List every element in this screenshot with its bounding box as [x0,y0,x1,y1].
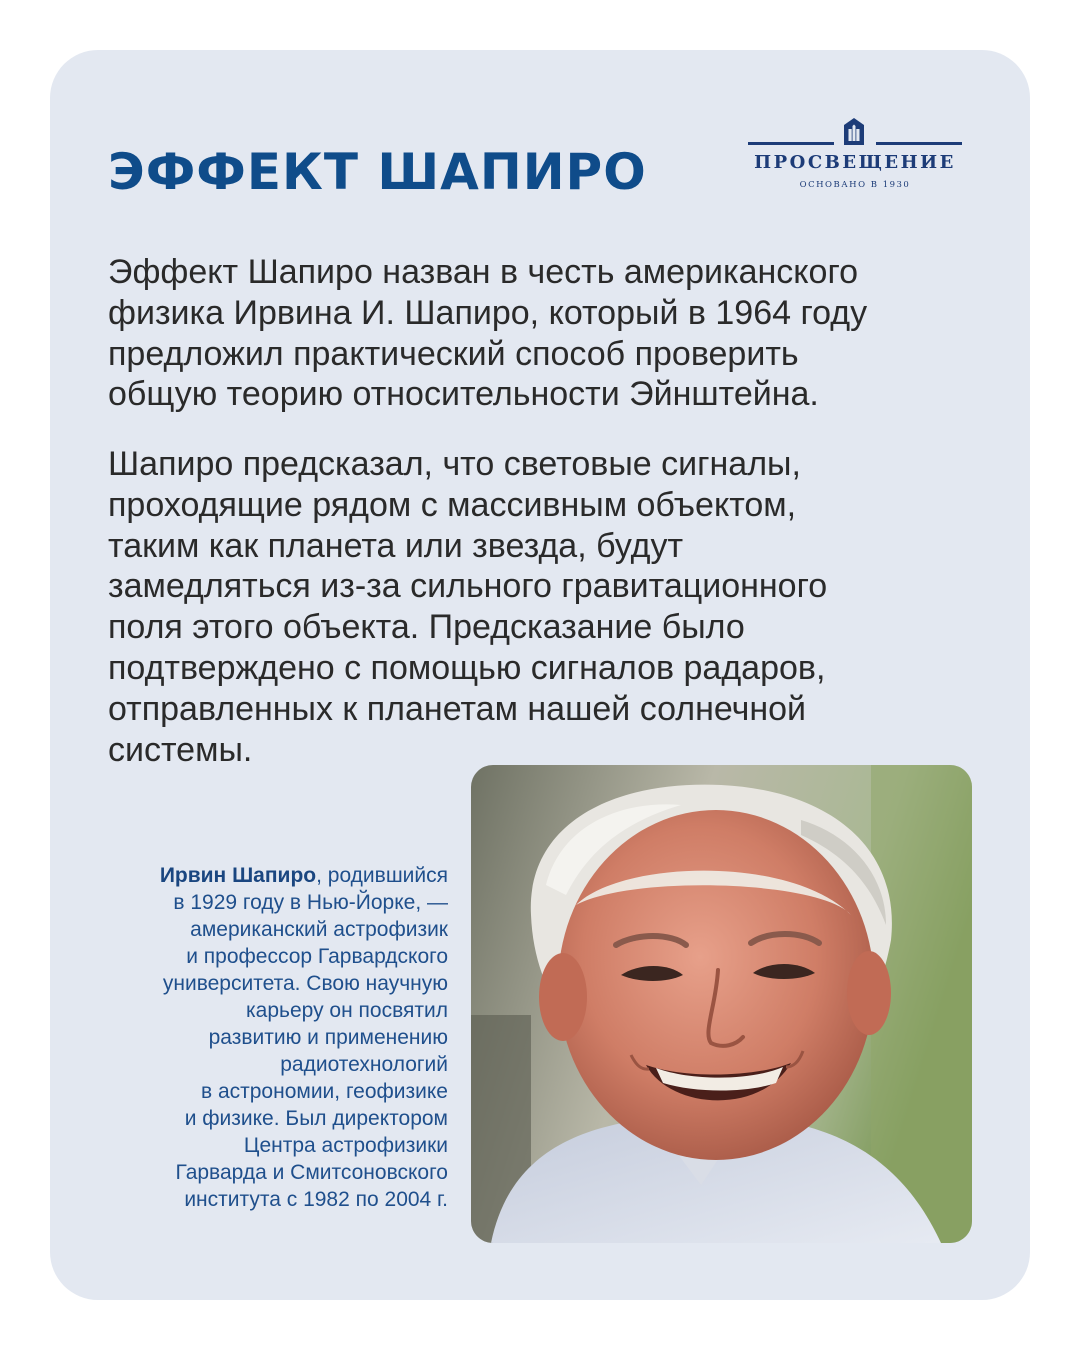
paragraph-line: поля этого объекта. Предсказание было [108,608,745,647]
caption-line: в 1929 году в Нью-Йорке, — [173,891,448,914]
prediction-paragraph [108,444,968,770]
paragraph-line: физика Ирвина И. Шапиро, который в 1964 году [108,293,868,332]
caption-text: , родившийся [316,864,448,887]
paragraph-line: системы. [108,730,253,769]
intro-paragraph [108,252,968,415]
logo-rule-left [748,142,834,145]
caption-line: развитию и применению [208,1026,448,1049]
caption-line: института с 1982 по 2004 г. [184,1188,448,1211]
caption-line: Центра астрофизики [243,1134,448,1157]
logo-founded-text: ОСНОВАНО В 1930 [799,180,911,190]
building-emblem-icon [841,116,867,146]
paragraph-line: Эффект Шапиро назван в честь американского [108,253,859,291]
portrait-illustration [471,765,972,1243]
caption-line: радиотехнологий [280,1053,448,1076]
caption-line: университета. Свою научную [162,972,448,995]
paragraph-line: отправленных к планетам нашей солнечной [108,689,807,728]
caption-line: и профессор Гарвардского [186,945,448,968]
paragraph-line: Шапиро предсказал, что световые сигналы, [108,445,801,483]
photo-caption [68,862,448,1213]
portrait-photo [471,765,972,1243]
paragraph-line: проходящие рядом с массивным объектом, [108,485,797,524]
paragraph-line: замедляться из-за сильного гравитационного [108,567,828,606]
logo-brand-name: ПРОСВЕЩЕНИЕ [754,152,956,173]
caption-person-name: Ирвин Шапиро [159,864,317,887]
caption-line [68,862,448,889]
paragraph-line: общую теорию относительности Эйнштейна. [108,375,819,414]
caption-line: и физике. Был директором [184,1107,448,1130]
caption-line: в астрономии, геофизике [200,1080,448,1103]
caption-line: карьеру он посвятил [246,999,448,1022]
caption-line: американский астрофизик [190,918,448,941]
publisher-logo [748,112,962,196]
paragraph-line: таким как планета или звезда, будут [108,526,684,565]
page-title: ЭФФЕКТ ШАПИРО [108,143,647,201]
logo-rule-right [876,142,962,145]
paragraph-line: предложил практический способ проверить [108,334,799,373]
caption-line: Гарварда и Смитсоновского [175,1161,448,1184]
paragraph-line: подтверждено с помощью сигналов радаров, [108,648,826,687]
